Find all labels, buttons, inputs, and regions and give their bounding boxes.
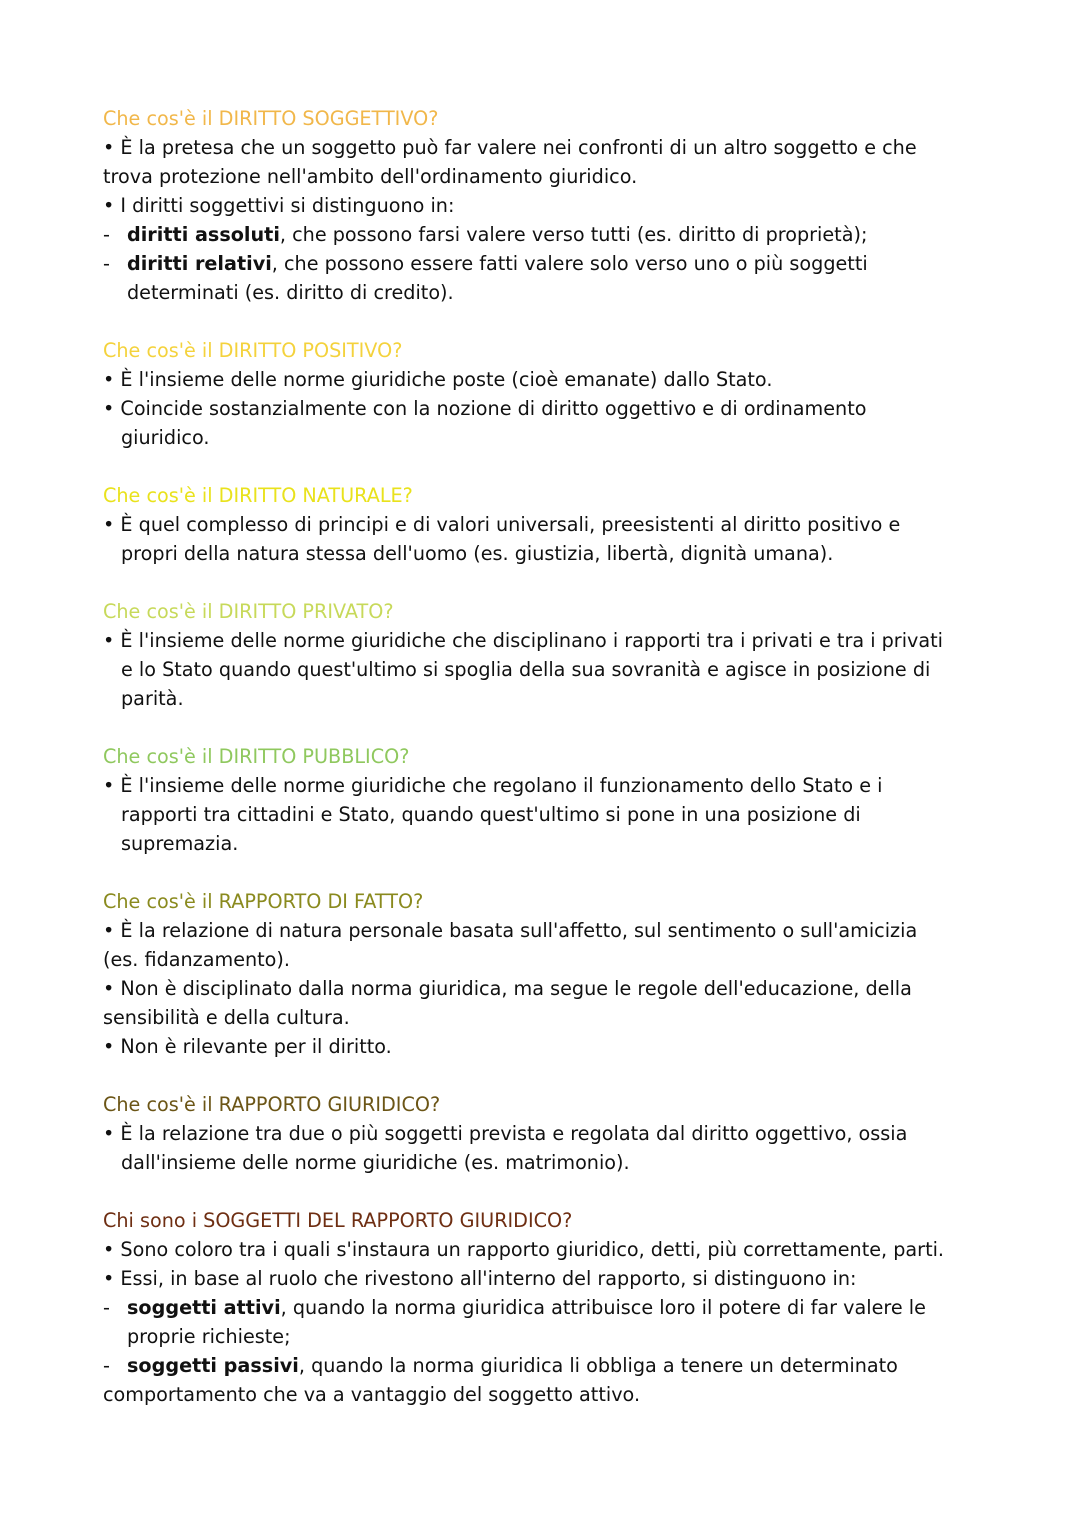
text-line: • È l'insieme delle norme giuridiche che disciplinano i rapporti tra i privati e tra i privati xyxy=(103,629,943,652)
spacer xyxy=(103,713,983,742)
text-line: • Non è disciplinato dalla norma giuridica, ma segue le regole dell'educazione, della xyxy=(103,977,912,1000)
spacer xyxy=(103,1177,983,1206)
term-soggetti-attivi: soggetti attivi xyxy=(127,1296,281,1319)
section-rapporto-giuridico xyxy=(103,1090,983,1177)
section-diritto-soggettivo xyxy=(103,104,983,307)
heading-rapporto-di-fatto: Che cos'è il RAPPORTO DI FATTO? xyxy=(103,890,424,913)
heading-diritto-positivo: Che cos'è il DIRITTO POSITIVO? xyxy=(103,339,403,362)
dash-item-soggetti-attivi xyxy=(103,1293,983,1322)
heading-diritto-pubblico: Che cos'è il DIRITTO PUBBLICO? xyxy=(103,745,410,768)
dash-item-soggetti-passivi xyxy=(103,1351,983,1380)
spacer xyxy=(103,307,983,336)
text-line: • È la relazione tra due o più soggetti prevista e regolata dal diritto oggettivo, ossia xyxy=(103,1122,908,1145)
term-diritti-relativi: diritti relativi xyxy=(127,252,272,275)
dash-marker: - xyxy=(103,1296,110,1319)
text-line: sensibilità e della cultura. xyxy=(103,1006,350,1029)
text-line: parità. xyxy=(121,687,184,710)
dash-marker: - xyxy=(103,223,110,246)
term-description-continued: proprie richieste; xyxy=(127,1325,291,1348)
text-line: • Non è rilevante per il diritto. xyxy=(103,1035,392,1058)
text-line: e lo Stato quando quest'ultimo si spoglia della sua sovranità e agisce in posizione di xyxy=(121,658,931,681)
section-rapporto-di-fatto xyxy=(103,887,983,1061)
text-line: • È la pretesa che un soggetto può far valere nei confronti di un altro soggetto e che xyxy=(103,136,917,159)
text-line: • È quel complesso di principi e di valori universali, preesistenti al diritto positivo e xyxy=(103,513,901,536)
text-line: propri della natura stessa dell'uomo (es. giustizia, libertà, dignità umana). xyxy=(121,542,834,565)
dash-marker: - xyxy=(103,252,110,275)
dash-marker: - xyxy=(103,1354,110,1377)
text-line: (es. fidanzamento). xyxy=(103,948,291,971)
heading-diritto-soggettivo: Che cos'è il DIRITTO SOGGETTIVO? xyxy=(103,107,439,130)
text-line: • Essi, in base al ruolo che rivestono all'interno del rapporto, si distinguono in: xyxy=(103,1267,857,1290)
document-page xyxy=(103,104,983,1409)
term-description-continued: determinati (es. diritto di credito). xyxy=(127,281,454,304)
term-soggetti-passivi: soggetti passivi xyxy=(127,1354,299,1377)
spacer xyxy=(103,568,983,597)
text-line: supremazia. xyxy=(121,832,239,855)
dash-item-continuation xyxy=(103,1322,983,1351)
term-description: , che possono essere fatti valere solo verso uno o più soggetti xyxy=(271,252,868,275)
text-line: rapporti tra cittadini e Stato, quando quest'ultimo si pone in una posizione di xyxy=(121,803,861,826)
section-diritto-naturale xyxy=(103,481,983,568)
heading-diritto-privato: Che cos'è il DIRITTO PRIVATO? xyxy=(103,600,394,623)
text-line: trova protezione nell'ambito dell'ordinamento giuridico. xyxy=(103,165,638,188)
heading-rapporto-giuridico: Che cos'è il RAPPORTO GIURIDICO? xyxy=(103,1093,441,1116)
term-description: , quando la norma giuridica attribuisce loro il potere di far valere le xyxy=(280,1296,926,1319)
text-line: dall'insieme delle norme giuridiche (es. matrimonio). xyxy=(121,1151,630,1174)
dash-item-continuation xyxy=(103,278,983,307)
spacer xyxy=(103,858,983,887)
spacer xyxy=(103,452,983,481)
section-diritto-positivo xyxy=(103,336,983,452)
heading-diritto-naturale: Che cos'è il DIRITTO NATURALE? xyxy=(103,484,413,507)
text-line: comportamento che va a vantaggio del soggetto attivo. xyxy=(103,1383,641,1406)
text-line: • I diritti soggettivi si distinguono in: xyxy=(103,194,455,217)
text-line: • È l'insieme delle norme giuridiche poste (cioè emanate) dallo Stato. xyxy=(103,368,773,391)
text-line: • È la relazione di natura personale basata sull'affetto, sul sentimento o sull'amicizia xyxy=(103,919,918,942)
dash-item-diritti-assoluti xyxy=(103,220,983,249)
spacer xyxy=(103,1061,983,1090)
term-description: , quando la norma giuridica li obbliga a tenere un determinato xyxy=(298,1354,898,1377)
text-line: • È l'insieme delle norme giuridiche che regolano il funzionamento dello Stato e i xyxy=(103,774,883,797)
text-line: giuridico. xyxy=(121,426,210,449)
section-soggetti-rapporto-giuridico xyxy=(103,1206,983,1409)
term-diritti-assoluti: diritti assoluti xyxy=(127,223,280,246)
dash-item-diritti-relativi xyxy=(103,249,983,278)
text-line: • Sono coloro tra i quali s'instaura un rapporto giuridico, detti, più correttamente, parti. xyxy=(103,1238,945,1261)
term-description: , che possono farsi valere verso tutti (es. diritto di proprietà); xyxy=(279,223,868,246)
section-diritto-privato xyxy=(103,597,983,713)
heading-soggetti-rapporto-giuridico: Chi sono i SOGGETTI DEL RAPPORTO GIURIDICO? xyxy=(103,1209,573,1232)
text-line: • Coincide sostanzialmente con la nozione di diritto oggettivo e di ordinamento xyxy=(103,397,867,420)
section-diritto-pubblico xyxy=(103,742,983,858)
